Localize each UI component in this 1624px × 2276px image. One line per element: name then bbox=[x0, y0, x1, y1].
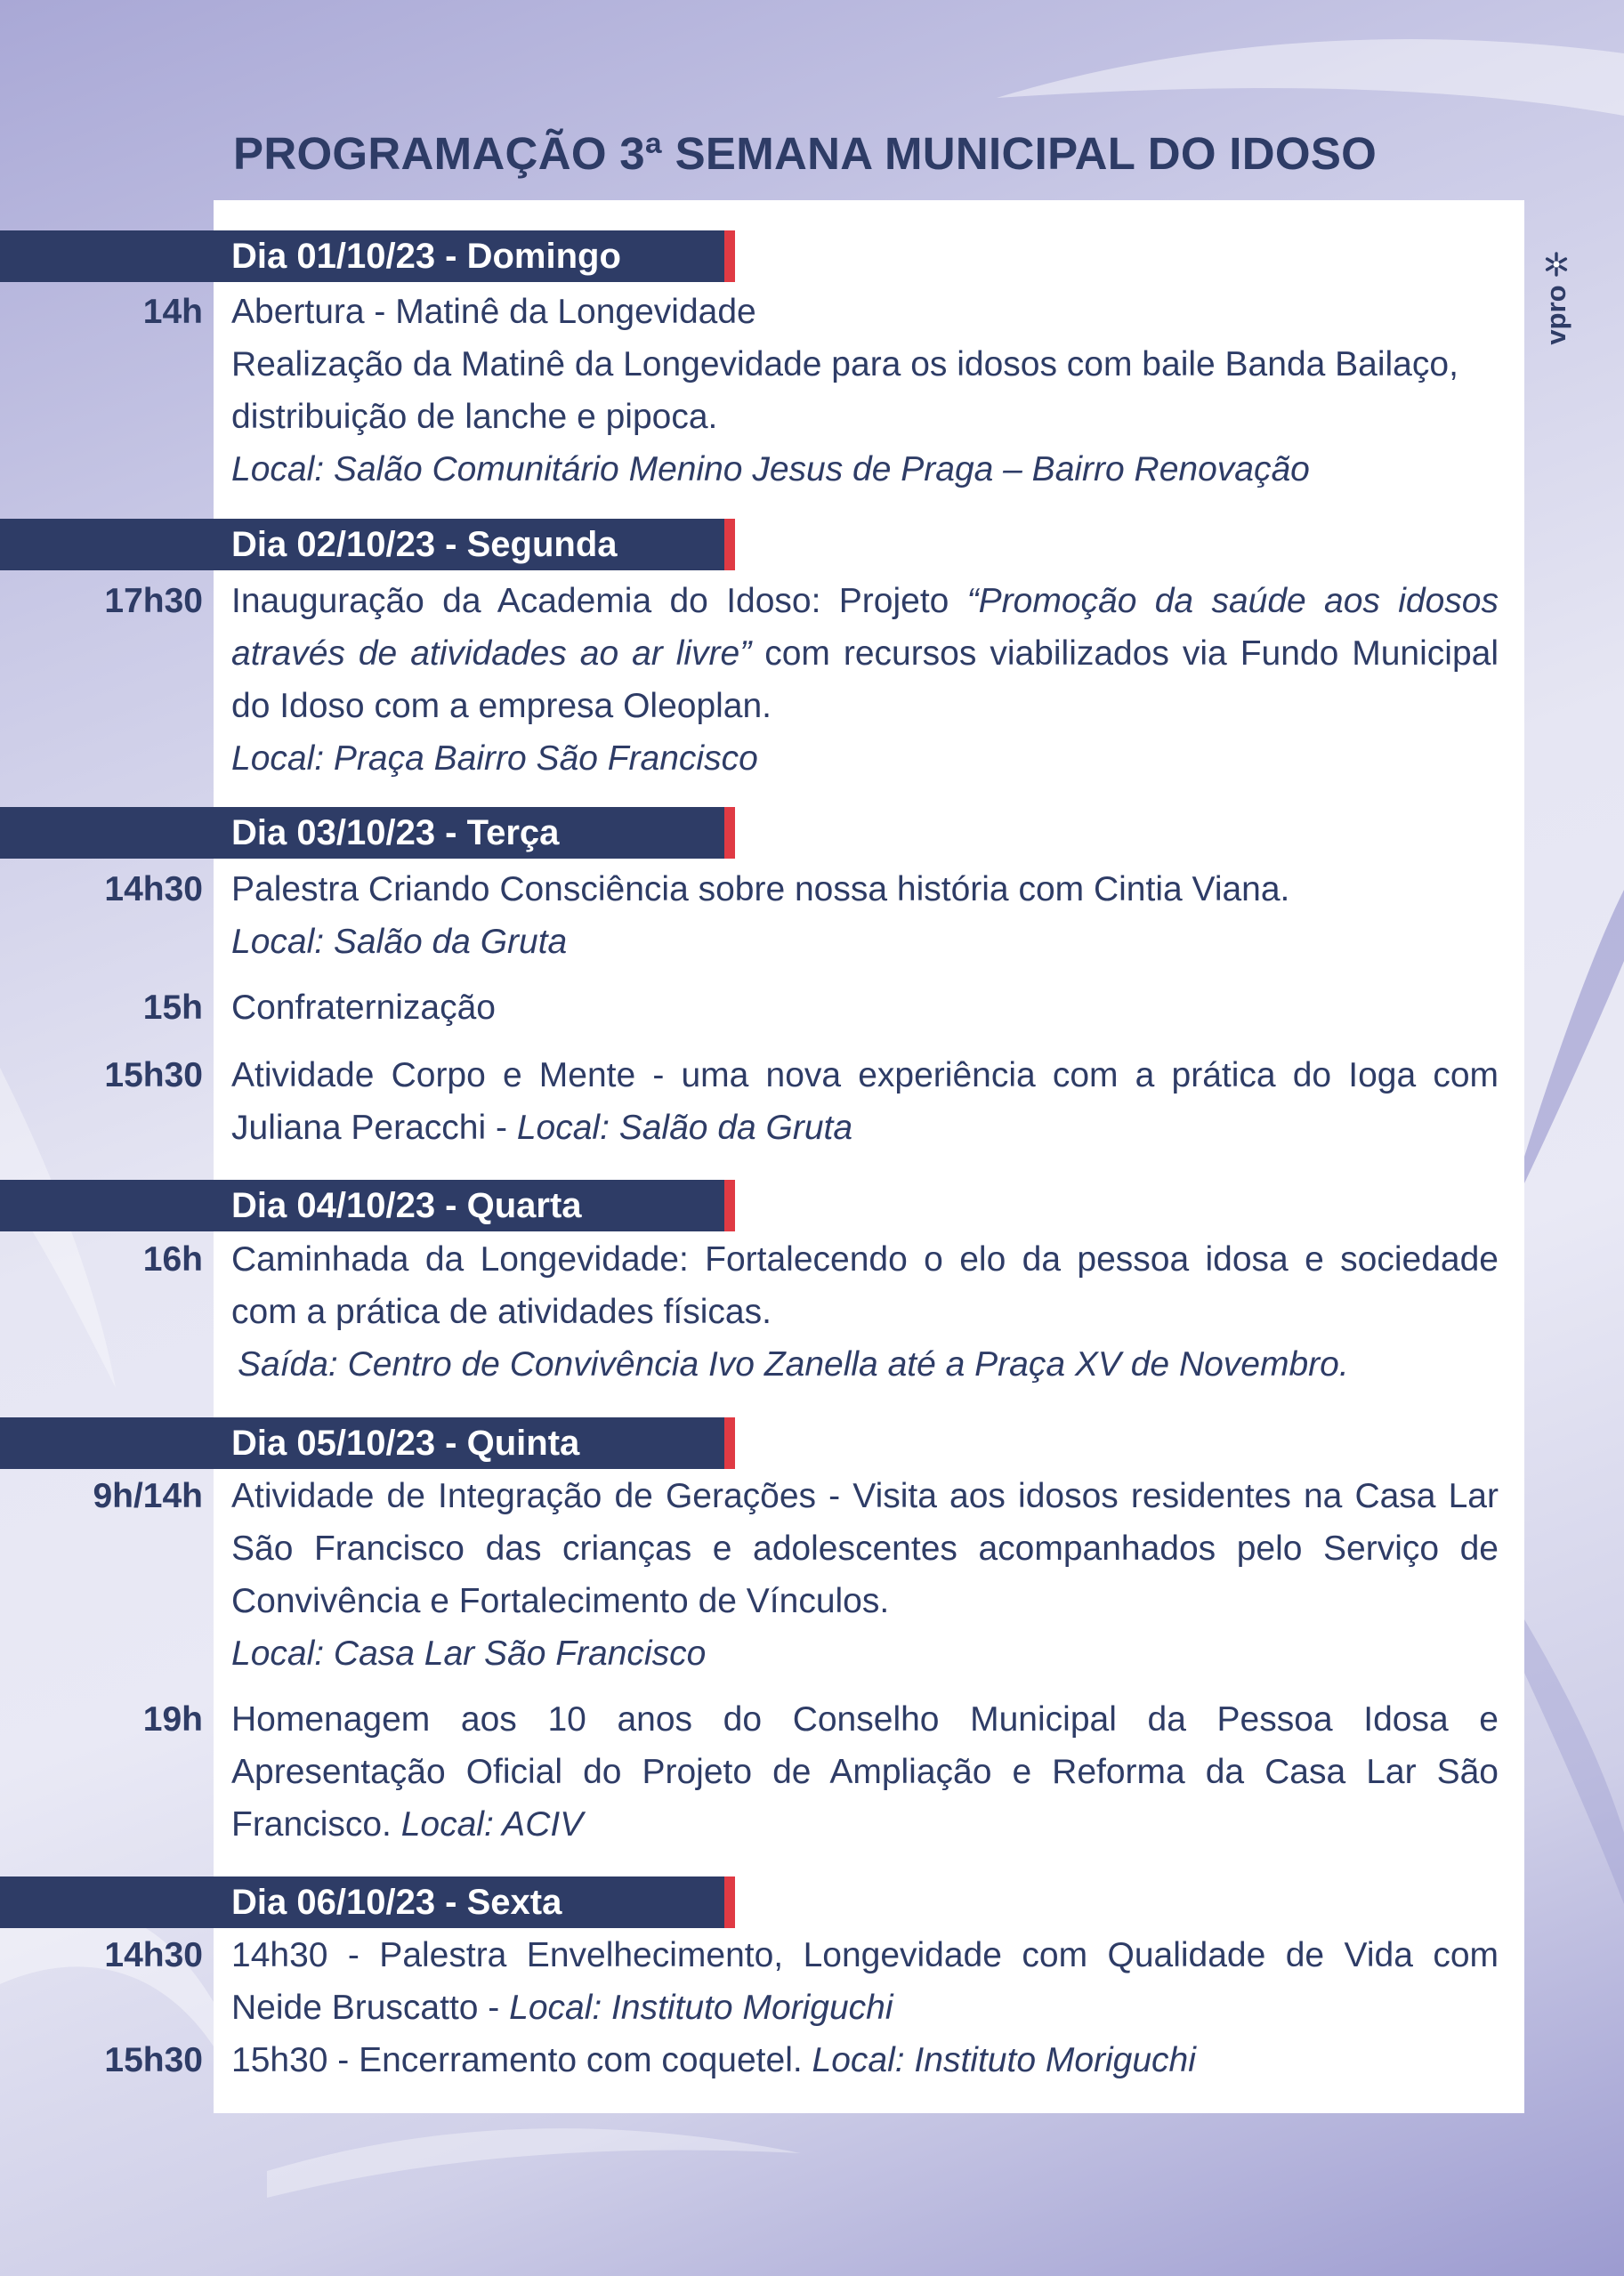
event-time: 17h30 bbox=[104, 582, 203, 620]
event-description: Atividade de Integração de Gerações - Visita aos idosos residentes na Casa Lar São Francisco das crianças e adolescentes acompanhados pelo Serviço de Convivência e Fortalecimento de Vínculos. bbox=[231, 1477, 1499, 1620]
day-label: Dia 04/10/23 - Quarta bbox=[231, 1186, 582, 1225]
event-description: Palestra Criando Consciência sobre nossa história com Cintia Viana. bbox=[231, 870, 1290, 908]
event-description: Confraternização bbox=[231, 989, 496, 1027]
snowflake-icon bbox=[1543, 251, 1570, 278]
event-body bbox=[231, 1929, 1499, 2034]
event-text: 14h30 - Palestra Envelhecimento, Longevidade com Qualidade de Vida com Neide Bruscatto - bbox=[231, 1936, 1499, 2027]
event-description bbox=[231, 1693, 1499, 1851]
event-text: Homenagem aos 10 anos do Conselho Municipal da Pessoa Idosa e Apresentação Oficial do Projeto de Ampliação e Reforma da Casa Lar São Francisco. bbox=[231, 1700, 1499, 1844]
event-description bbox=[231, 1049, 1499, 1154]
event-location: Local: Instituto Moriguchi bbox=[812, 2041, 1196, 2079]
event-text: 15h30 - Encerramento com coquetel. bbox=[231, 2041, 812, 2079]
day-label: Dia 01/10/23 - Domingo bbox=[231, 237, 621, 276]
event-time: 19h bbox=[142, 1700, 203, 1739]
event-text: Inauguração da Academia do Idoso: Projeto bbox=[231, 582, 967, 620]
event-text-continued: com recursos viabilizados via Fundo Municipal do Idoso com a empresa Oleoplan. bbox=[231, 634, 1499, 725]
event-text: Atividade Corpo e Mente - uma nova experiência com a prática do Ioga com Juliana Peracchi - bbox=[231, 1056, 1499, 1147]
event-quote: “Promoção da saúde aos idosos através de atividades ao ar livre” bbox=[231, 582, 1499, 673]
event-description: Caminhada da Longevidade: Fortalecendo o elo da pessoa idosa e sociedade com a prática de atividades físicas. bbox=[231, 1240, 1499, 1331]
event-time: 14h30 bbox=[104, 870, 203, 908]
event-time: 14h bbox=[142, 293, 203, 331]
event-location: Local: Praça Bairro São Francisco bbox=[231, 739, 758, 778]
event-title: Abertura - Matinê da Longevidade bbox=[231, 293, 756, 331]
event-location: Local: Casa Lar São Francisco bbox=[231, 1634, 707, 1673]
event-body bbox=[231, 981, 1499, 1034]
brand-logo bbox=[1536, 251, 1577, 358]
event-description bbox=[231, 2034, 1499, 2086]
event-body bbox=[231, 1470, 1499, 1680]
event-body bbox=[231, 286, 1499, 496]
event-location: Local: Salão da Gruta bbox=[516, 1109, 853, 1147]
event-body bbox=[231, 1693, 1499, 1851]
day-label: Dia 06/10/23 - Sexta bbox=[231, 1883, 562, 1922]
event-description bbox=[231, 1929, 1499, 2034]
event-time: 15h30 bbox=[104, 2041, 203, 2079]
event-description: Realização da Matinê da Longevidade para os idosos com baile Banda Bailaço, distribuição de lanche e pipoca. bbox=[231, 345, 1458, 436]
event-location: Saída: Centro de Convivência Ivo Zanella até a Praça XV de Novembro. bbox=[238, 1345, 1349, 1384]
day-label: Dia 05/10/23 - Quinta bbox=[231, 1424, 580, 1463]
event-body bbox=[231, 863, 1499, 968]
event-description bbox=[231, 575, 1499, 732]
page-title: PROGRAMAÇÃO 3ª SEMANA MUNICIPAL DO IDOSO bbox=[233, 128, 1378, 179]
event-time: 16h bbox=[142, 1240, 203, 1279]
day-label: Dia 03/10/23 - Terça bbox=[231, 813, 560, 852]
event-body bbox=[231, 575, 1499, 785]
event-body bbox=[231, 1049, 1499, 1154]
event-location: Local: Instituto Moriguchi bbox=[509, 1989, 893, 2027]
day-label: Dia 02/10/23 - Segunda bbox=[231, 525, 618, 564]
event-location: Local: Salão Comunitário Menino Jesus de Praga – Bairro Renovação bbox=[231, 450, 1310, 488]
event-time: 15h bbox=[142, 989, 203, 1027]
event-body bbox=[231, 1233, 1499, 1391]
event-time: 14h30 bbox=[104, 1936, 203, 1974]
event-location: Local: ACIV bbox=[400, 1805, 584, 1844]
event-time: 15h30 bbox=[104, 1056, 203, 1094]
event-location: Local: Salão da Gruta bbox=[231, 923, 568, 961]
event-body bbox=[231, 2034, 1499, 2086]
brand-wordmark: vpro bbox=[1540, 285, 1571, 345]
event-time: 9h/14h bbox=[93, 1477, 203, 1515]
